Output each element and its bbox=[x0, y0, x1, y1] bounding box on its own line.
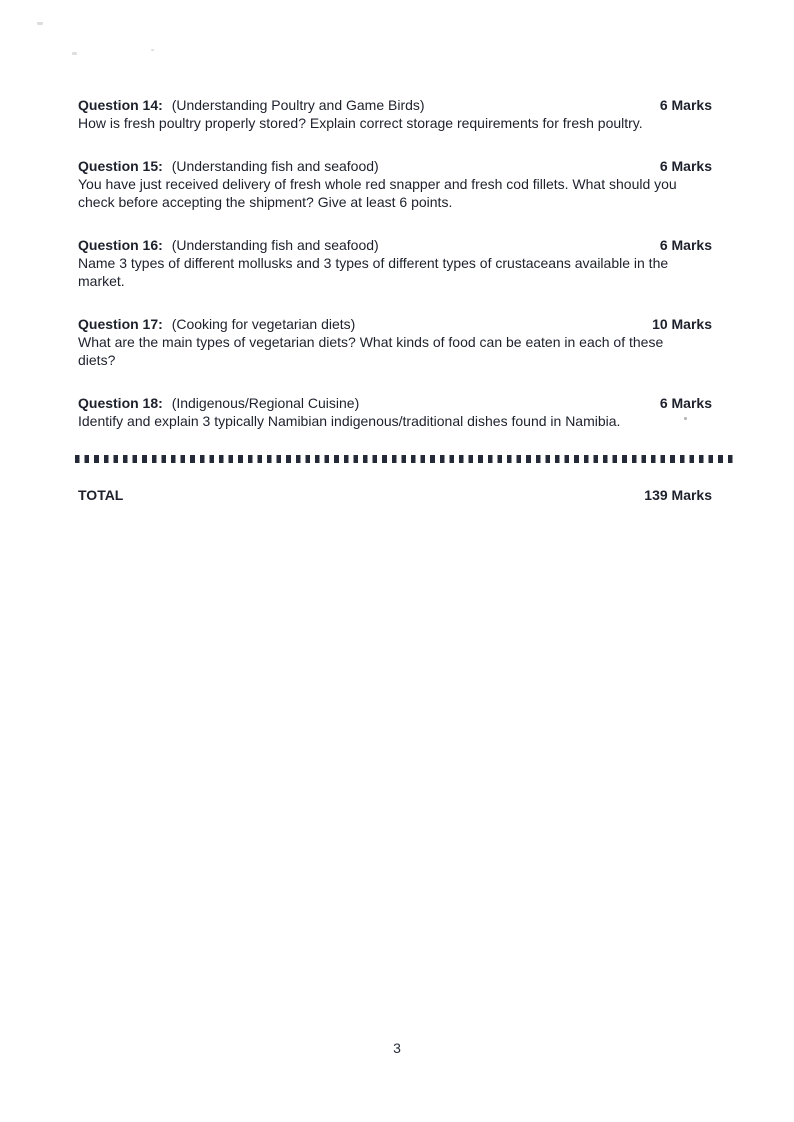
question-marks: 6 Marks bbox=[659, 158, 712, 174]
scan-speck bbox=[37, 22, 43, 25]
question-label: Question 18: bbox=[78, 395, 163, 411]
page-number: 3 bbox=[393, 1040, 401, 1056]
question-body-line: Identify and explain 3 typically Namibian indigenous/traditional dishes found in Namibia. bbox=[78, 413, 621, 429]
question-block-14 bbox=[78, 96, 712, 132]
question-title bbox=[78, 236, 379, 254]
question-label: Question 15: bbox=[78, 158, 163, 174]
total-row bbox=[78, 486, 712, 504]
question-topic: (Indigenous/Regional Cuisine) bbox=[171, 395, 360, 411]
scan-speck bbox=[151, 49, 154, 51]
question-marks: 10 Marks bbox=[652, 316, 712, 332]
question-body bbox=[78, 175, 712, 211]
scan-speck bbox=[72, 52, 77, 55]
question-body-line: check before accepting the shipment? Give at least 6 points. bbox=[78, 194, 453, 210]
question-body-line: How is fresh poultry properly stored? Explain correct storage requirements for fresh poultry. bbox=[78, 115, 643, 131]
question-title bbox=[78, 96, 425, 114]
question-body-line: What are the main types of vegetarian diets? What kinds of food can be eaten in each of these bbox=[78, 334, 664, 350]
question-list bbox=[78, 96, 712, 504]
question-topic: (Cooking for vegetarian diets) bbox=[171, 316, 356, 332]
question-body bbox=[78, 114, 712, 132]
question-topic: (Understanding fish and seafood) bbox=[171, 158, 379, 174]
question-topic: (Understanding fish and seafood) bbox=[171, 237, 379, 253]
question-body-line: diets? bbox=[78, 352, 116, 368]
question-block-16 bbox=[78, 236, 712, 290]
question-header bbox=[78, 394, 712, 412]
question-body-line: You have just received delivery of fresh whole red snapper and fresh cod fillets. What should you bbox=[78, 176, 677, 192]
question-title bbox=[78, 157, 379, 175]
question-header bbox=[78, 236, 712, 254]
question-marks: 6 Marks bbox=[659, 97, 712, 113]
dotted-separator bbox=[75, 455, 735, 463]
question-body bbox=[78, 333, 712, 369]
question-title bbox=[78, 315, 355, 333]
question-label: Question 14: bbox=[78, 97, 163, 113]
question-block-15 bbox=[78, 157, 712, 211]
question-header bbox=[78, 157, 712, 175]
total-label: TOTAL bbox=[78, 487, 124, 503]
question-body bbox=[78, 412, 712, 430]
question-header bbox=[78, 315, 712, 333]
question-topic: (Understanding Poultry and Game Birds) bbox=[171, 97, 425, 113]
question-body-line: Name 3 types of different mollusks and 3 types of different types of crustaceans available in the bbox=[78, 255, 669, 271]
question-header bbox=[78, 96, 712, 114]
question-body-line: market. bbox=[78, 273, 125, 289]
question-body bbox=[78, 254, 712, 290]
question-label: Question 17: bbox=[78, 316, 163, 332]
question-block-17 bbox=[78, 315, 712, 369]
question-block-18 bbox=[78, 394, 712, 430]
total-marks: 139 Marks bbox=[644, 487, 712, 503]
question-marks: 6 Marks bbox=[659, 237, 712, 253]
question-title bbox=[78, 394, 359, 412]
question-marks: 6 Marks bbox=[659, 395, 712, 411]
question-label: Question 16: bbox=[78, 237, 163, 253]
